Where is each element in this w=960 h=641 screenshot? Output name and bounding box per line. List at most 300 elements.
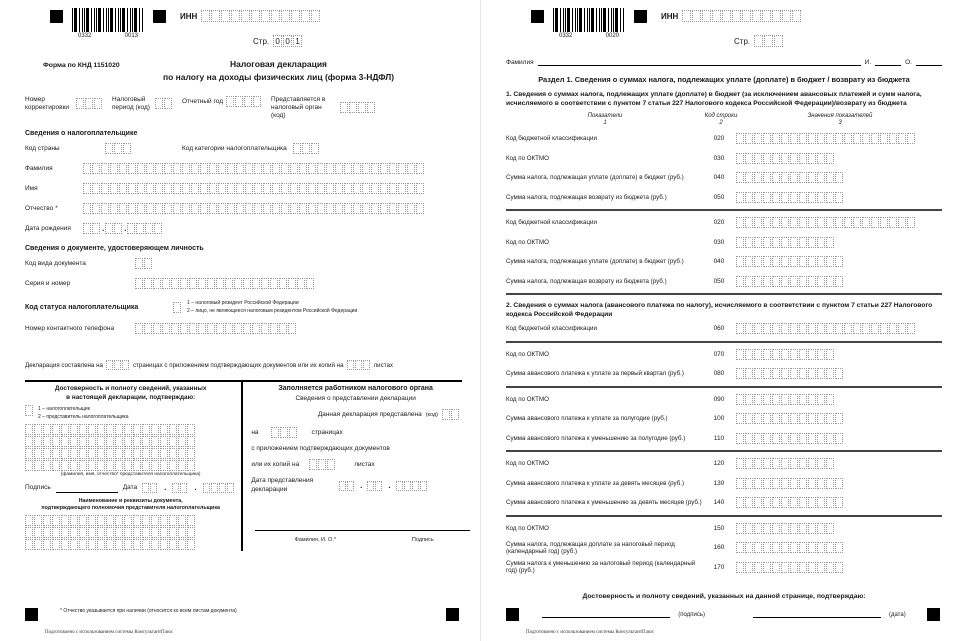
input-cell — [119, 183, 127, 194]
attest-title-line1: Достоверность и полноту сведений, указанных — [54, 385, 207, 393]
row-value-cells — [736, 433, 844, 444]
input-cell — [79, 527, 87, 538]
input-cell — [363, 360, 370, 370]
input-cell — [142, 424, 150, 435]
input-cell — [34, 539, 42, 550]
row-value-cells — [736, 172, 844, 183]
input-cell — [178, 539, 186, 550]
date-month-cells — [172, 483, 188, 493]
input-cell — [335, 183, 343, 194]
row-line-code: 040 — [713, 174, 725, 182]
form-row-050 — [506, 188, 942, 208]
input-cell — [790, 237, 798, 248]
input-cell — [209, 183, 217, 194]
input-cell — [124, 448, 132, 459]
input-cell — [252, 278, 260, 289]
grid-row — [25, 460, 236, 471]
input-cell — [398, 183, 406, 194]
doc-caption-line1: Наименование и реквизиты документа, — [78, 497, 183, 504]
input-cell — [207, 278, 215, 289]
input-cell — [817, 523, 825, 534]
row-line-code: 100 — [713, 415, 725, 423]
field-taxpayer-status: Код статуса налогоплательщика 1 – налоговый резидент Российской Федерации 2 – лицо, не являющееся налоговым резидентом Российской Федерации — [25, 300, 358, 314]
attest-option-2: 2 – представитель налогоплательщика — [38, 413, 129, 420]
input-cell — [790, 433, 798, 444]
input-cell — [880, 133, 888, 144]
field-correction-number: Номер корректировки — [25, 96, 103, 112]
form-row-040 — [506, 168, 942, 188]
input-cell — [293, 143, 301, 154]
attestation-block — [25, 380, 462, 551]
input-cell — [251, 10, 260, 22]
input-cell — [146, 183, 154, 194]
official-title: Заполняется работником налогового органа — [278, 385, 433, 393]
input-cell — [326, 183, 334, 194]
input-cell — [745, 433, 753, 444]
input-cell — [326, 163, 334, 174]
input-cell — [772, 217, 780, 228]
input-cell — [335, 163, 343, 174]
input-cell — [808, 413, 816, 424]
registration-mark — [927, 608, 940, 621]
field-country-code: Код страны Код категории налогоплательщика — [25, 143, 462, 154]
row-value-cells — [736, 368, 844, 379]
input-cell — [198, 278, 206, 289]
input-cell — [114, 360, 121, 370]
input-cell — [754, 172, 762, 183]
input-cell — [61, 424, 69, 435]
input-cell — [745, 192, 753, 203]
input-cell — [70, 539, 78, 550]
input-cell — [745, 349, 753, 360]
barcode-number-right: 0020 — [605, 33, 619, 39]
row-value-cells — [736, 542, 844, 553]
input-cell — [781, 394, 789, 405]
input-cell — [772, 10, 781, 22]
status-notes: 1 – налоговый резидент Российской Федерации 2 – лицо, не являющееся налоговым резидентом Российской Федерации — [187, 300, 358, 314]
page-2-section-1 — [480, 0, 960, 641]
form-row-100 — [506, 409, 942, 429]
input-cell — [162, 278, 170, 289]
input-cell — [451, 409, 459, 420]
input-cell — [133, 436, 141, 447]
submitted-code-cells — [442, 409, 460, 420]
input-cell — [772, 172, 780, 183]
form-row-050 — [506, 272, 942, 292]
input-cell — [151, 539, 159, 550]
input-cell — [187, 460, 195, 471]
row-label: Код по ОКТМО — [506, 460, 549, 468]
date-year-cells — [203, 483, 235, 493]
input-cell — [817, 237, 825, 248]
input-cell — [808, 542, 816, 553]
patronymic-footnote: * Отчество указывается при наличии (относится ко всем листам документа) — [60, 608, 237, 614]
input-cell — [288, 278, 296, 289]
input-cell — [70, 460, 78, 471]
registration-mark — [50, 10, 63, 23]
input-cell — [115, 424, 123, 435]
input-cell — [234, 278, 242, 289]
input-cell — [871, 133, 879, 144]
input-cell — [243, 323, 251, 334]
section-divider — [506, 293, 942, 295]
barcode — [553, 8, 625, 32]
input-cell — [160, 460, 168, 471]
form-row-060 — [506, 319, 942, 339]
input-cell — [835, 172, 843, 183]
birth-day-cells — [83, 223, 101, 234]
subm-month-cells — [367, 481, 383, 491]
input-cell — [772, 413, 780, 424]
page-2-header — [506, 8, 942, 54]
input-cell — [291, 10, 300, 22]
input-cell — [61, 515, 69, 526]
input-cell — [160, 515, 168, 526]
input-cell — [772, 323, 780, 334]
row-line-code: 150 — [713, 524, 725, 532]
input-cell — [105, 143, 113, 154]
input-cell — [781, 237, 789, 248]
field-tax-period: Налоговый период (код) — [112, 96, 173, 112]
barcode-block — [72, 8, 144, 39]
signature-date-row: Подпись Дата . . — [25, 483, 236, 493]
input-cell — [136, 223, 144, 234]
input-cell — [799, 433, 807, 444]
input-cell — [745, 256, 753, 267]
table-column-headers — [506, 113, 942, 119]
official-use-column — [241, 382, 462, 551]
input-cell — [835, 433, 843, 444]
attest-option-cell — [25, 405, 34, 416]
confirm-statement: Достоверность и полноту сведений, указанных на данной странице, подтверждаю: — [582, 593, 866, 601]
input-cell — [160, 424, 168, 435]
input-cell — [155, 203, 163, 214]
input-cell — [169, 448, 177, 459]
input-cell — [763, 458, 771, 469]
input-cell — [790, 276, 798, 287]
form-row-070 — [506, 345, 942, 365]
input-cell — [781, 542, 789, 553]
row-value-cells — [736, 394, 835, 405]
input-cell — [211, 10, 220, 22]
input-cell — [862, 133, 870, 144]
input-cell — [898, 323, 906, 334]
input-cell — [371, 183, 379, 194]
input-cell — [279, 323, 287, 334]
row-line-code: 090 — [713, 395, 725, 403]
input-cell — [178, 424, 186, 435]
input-cell — [745, 478, 753, 489]
input-cell — [146, 203, 154, 214]
pages-count-row: на страницах — [251, 429, 343, 437]
input-cell — [263, 203, 271, 214]
input-cell — [799, 192, 807, 203]
row-label: Сумма налога, подлежащая возврату из бюджета (руб.) — [506, 277, 667, 285]
input-cell — [781, 323, 789, 334]
input-cell — [309, 459, 317, 470]
input-cell — [88, 515, 96, 526]
input-cell — [340, 102, 348, 113]
input-cell — [79, 539, 87, 550]
correction-cells — [76, 98, 103, 109]
input-cell — [25, 436, 33, 447]
input-cell — [191, 163, 199, 174]
input-cell — [144, 258, 152, 269]
input-cell — [144, 278, 152, 289]
inn-label: ИНН — [180, 11, 198, 21]
row-line-code: 060 — [713, 325, 725, 333]
input-cell — [808, 349, 816, 360]
input-cell — [281, 10, 290, 22]
input-cell — [736, 458, 744, 469]
input-cell — [853, 323, 861, 334]
input-cell — [722, 10, 731, 22]
input-cell — [808, 172, 816, 183]
input-cell — [308, 183, 316, 194]
input-cell — [52, 460, 60, 471]
input-cell — [216, 278, 224, 289]
input-cell — [862, 217, 870, 228]
input-cell — [290, 183, 298, 194]
submission-date-row: Дата представления декларации . . — [251, 477, 460, 494]
input-cell — [763, 256, 771, 267]
input-cell — [43, 436, 51, 447]
input-cell — [692, 10, 701, 22]
input-cell — [97, 424, 105, 435]
input-cell — [763, 523, 771, 534]
table-column-numbers: 1 2 3 — [603, 120, 842, 127]
field-phone: Номер контактного телефона — [25, 323, 462, 334]
row-value-cells — [736, 349, 835, 360]
input-cell — [187, 424, 195, 435]
input-cell — [772, 433, 780, 444]
input-cell — [799, 349, 807, 360]
input-cell — [764, 35, 773, 47]
input-cell — [254, 163, 262, 174]
input-cell — [808, 133, 816, 144]
input-cell — [115, 436, 123, 447]
inn-field — [201, 10, 321, 22]
input-cell — [442, 409, 450, 420]
input-cell — [763, 349, 771, 360]
input-cell — [115, 460, 123, 471]
input-cell — [137, 183, 145, 194]
input-cell — [164, 203, 172, 214]
input-cell — [763, 172, 771, 183]
page-number-label: Стр. — [253, 36, 270, 46]
input-cell — [754, 237, 762, 248]
input-cell — [299, 163, 307, 174]
input-cell — [407, 203, 415, 214]
input-cell — [236, 183, 244, 194]
input-cell — [201, 10, 210, 22]
input-cell — [311, 143, 319, 154]
barcode-block — [553, 8, 625, 39]
input-cell — [272, 163, 280, 174]
row-value-cells — [736, 523, 835, 534]
input-cell — [817, 368, 825, 379]
input-cell — [200, 183, 208, 194]
row-value-cells — [736, 562, 844, 573]
official-signature-lines: Фамилия, И. О.* Подпись — [251, 518, 460, 543]
input-cell — [754, 497, 762, 508]
input-cell — [817, 413, 825, 424]
date-label: Дата — [122, 484, 138, 492]
input-cell — [736, 394, 744, 405]
input-cell — [105, 223, 113, 234]
input-cell — [781, 172, 789, 183]
input-cell — [92, 183, 100, 194]
input-cell — [745, 497, 753, 508]
input-cell — [178, 436, 186, 447]
input-cell — [416, 203, 424, 214]
input-cell — [826, 256, 834, 267]
input-cell — [172, 483, 179, 493]
input-cell — [772, 394, 780, 405]
row-label: Сумма авансового платежа к уплате за первый квартал (руб.) — [506, 370, 684, 378]
grid-row — [25, 448, 236, 459]
field-report-year: Отчетный год — [182, 96, 262, 107]
input-cell — [207, 323, 215, 334]
input-cell — [362, 163, 370, 174]
input-cell — [844, 323, 852, 334]
input-cell — [817, 349, 825, 360]
input-cell — [808, 394, 816, 405]
official-subtitle: Сведения о представлении декларации — [295, 395, 416, 403]
patronymic-initial-line — [916, 56, 942, 66]
input-cell — [754, 35, 763, 47]
input-cell — [106, 448, 114, 459]
input-cell — [299, 183, 307, 194]
input-cell — [772, 256, 780, 267]
input-cell — [290, 203, 298, 214]
input-cell — [173, 163, 181, 174]
input-cell — [826, 349, 834, 360]
input-cell — [754, 349, 762, 360]
input-cell — [344, 163, 352, 174]
input-cell — [772, 523, 780, 534]
input-cell — [745, 237, 753, 248]
input-cell — [178, 448, 186, 459]
barcode-number-right: 0013 — [124, 33, 138, 39]
input-cell — [790, 192, 798, 203]
input-cell — [211, 483, 218, 493]
attachments-row: с приложением подтверждающих документов — [251, 445, 390, 453]
input-cell — [173, 302, 181, 313]
row-label: Сумма налога, подлежащая возврату из бюджета (руб.) — [506, 193, 667, 201]
input-cell — [142, 539, 150, 550]
input-cell — [736, 192, 744, 203]
field-doc-type: Код вида документа — [25, 258, 462, 269]
input-cell — [754, 276, 762, 287]
input-cell — [178, 515, 186, 526]
input-cell — [745, 413, 753, 424]
input-cell — [34, 448, 42, 459]
input-cell — [702, 10, 711, 22]
input-cell — [754, 562, 762, 573]
input-cell — [790, 562, 798, 573]
decl-sheets-cells — [347, 360, 371, 370]
input-cell — [227, 163, 235, 174]
input-cell — [317, 163, 325, 174]
input-cell — [790, 368, 798, 379]
input-cell — [200, 203, 208, 214]
input-cell — [853, 133, 861, 144]
input-cell — [907, 217, 915, 228]
input-cell — [209, 203, 217, 214]
form-row-030 — [506, 149, 942, 169]
input-cell — [302, 143, 310, 154]
input-cell — [736, 497, 744, 508]
input-cell — [754, 256, 762, 267]
section-taxpayer-info: Сведения о налогоплательщике — [25, 130, 138, 138]
row-value-cells — [736, 153, 835, 164]
input-cell — [115, 527, 123, 538]
input-cell — [79, 448, 87, 459]
input-cell — [151, 424, 159, 435]
input-cell — [92, 203, 100, 214]
input-cell — [817, 133, 825, 144]
attest-options — [25, 405, 236, 421]
input-cell — [772, 153, 780, 164]
input-cell — [151, 436, 159, 447]
input-cell — [180, 278, 188, 289]
input-cell — [173, 183, 181, 194]
input-cell — [182, 163, 190, 174]
input-cell — [889, 217, 897, 228]
form-row-150 — [506, 519, 942, 539]
sign-label: Подпись — [25, 484, 51, 492]
input-cell — [736, 276, 744, 287]
input-cell — [817, 192, 825, 203]
input-cell — [52, 448, 60, 459]
official-pages-cells — [271, 427, 298, 438]
row-value-cells — [736, 217, 916, 228]
col-header-line-code: Код строки — [704, 113, 738, 120]
input-cell — [781, 478, 789, 489]
input-cell — [70, 424, 78, 435]
input-cell — [94, 98, 102, 109]
input-cell — [227, 203, 235, 214]
surname-line — [538, 56, 861, 66]
section-identity-document: Сведения о документе, удостоверяющем личность — [25, 245, 204, 253]
top-fields-row — [25, 96, 462, 119]
input-cell — [280, 427, 288, 438]
input-cell — [736, 562, 744, 573]
input-cell — [187, 436, 195, 447]
input-cell — [880, 323, 888, 334]
official-sheets-cells — [309, 459, 336, 470]
input-cell — [347, 481, 354, 491]
input-cell — [110, 183, 118, 194]
input-cell — [772, 542, 780, 553]
input-cell — [153, 323, 161, 334]
input-cell — [754, 217, 762, 228]
input-cell — [254, 183, 262, 194]
input-cell — [171, 278, 179, 289]
input-cell — [835, 542, 843, 553]
input-cell — [124, 527, 132, 538]
input-cell — [124, 436, 132, 447]
input-cell — [169, 460, 177, 471]
input-cell — [790, 394, 798, 405]
copies-row: или их копий на листах — [251, 461, 375, 469]
status-code-cell — [173, 302, 182, 313]
input-cell — [835, 323, 843, 334]
input-cell — [218, 183, 226, 194]
input-cell — [299, 203, 307, 214]
input-cell — [106, 539, 114, 550]
